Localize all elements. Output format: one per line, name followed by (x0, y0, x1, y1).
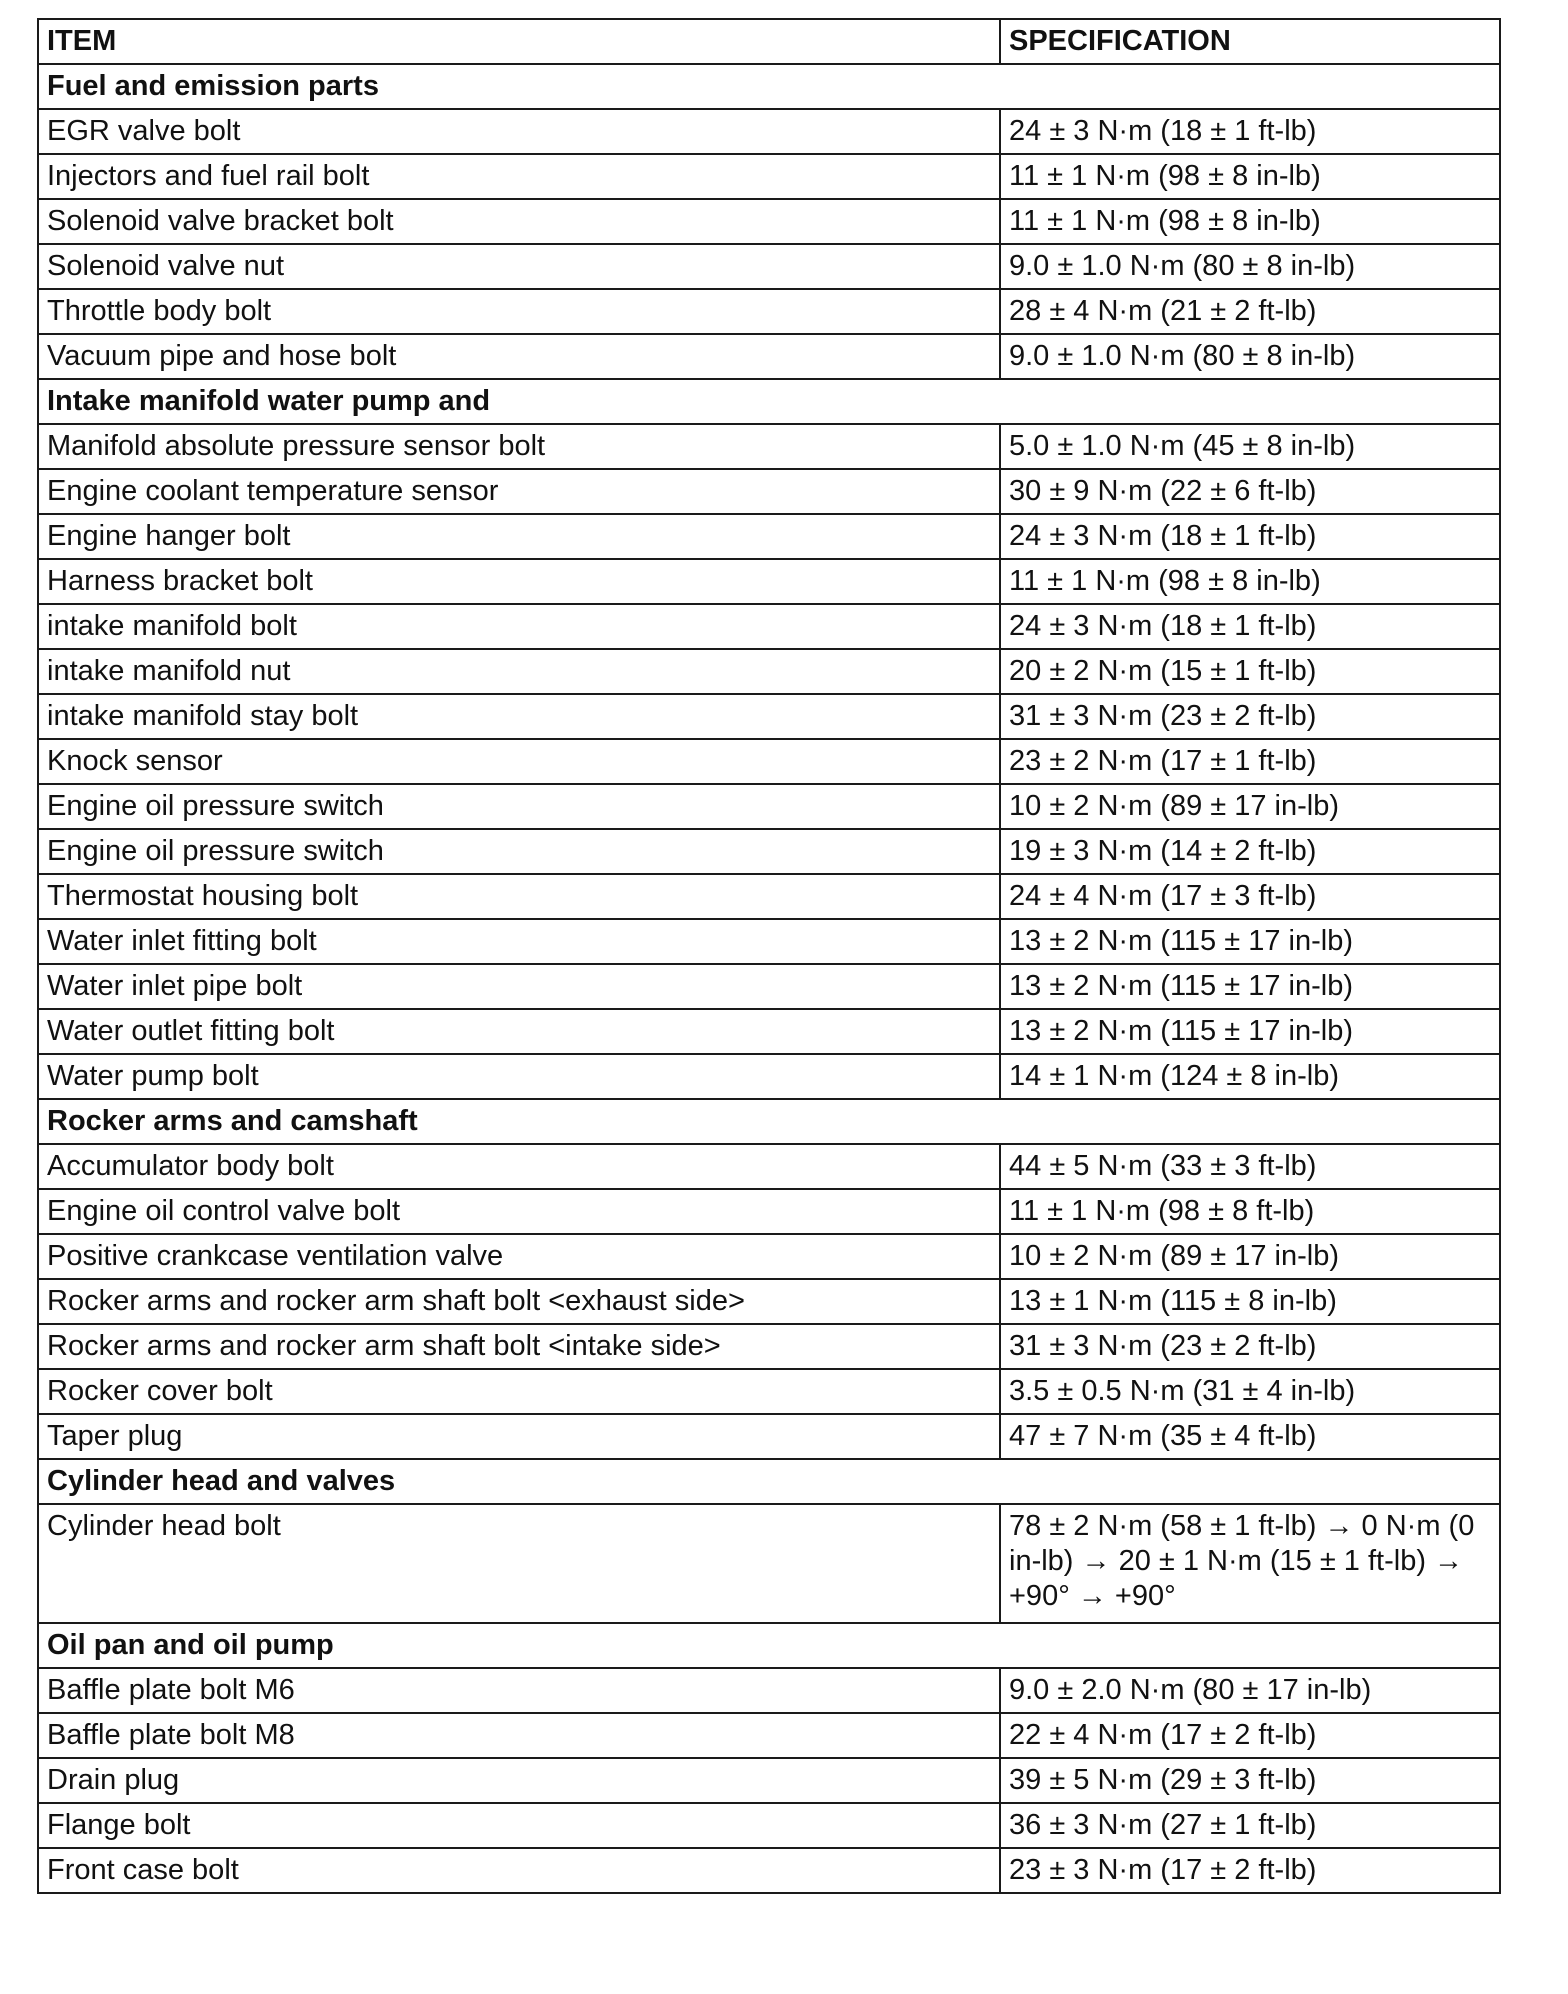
specification-cell: 36 ± 3 N·m (27 ± 1 ft-lb) (1000, 1803, 1500, 1848)
column-header-specification: SPECIFICATION (1000, 19, 1500, 64)
table-row (38, 514, 1500, 559)
item-cell: Water outlet fitting bolt (38, 1009, 1000, 1054)
table-row (38, 1369, 1500, 1414)
specification-cell: 24 ± 3 N·m (18 ± 1 ft-lb) (1000, 514, 1500, 559)
item-cell: Manifold absolute pressure sensor bolt (38, 424, 1000, 469)
table-row (38, 424, 1500, 469)
item-cell: Injectors and fuel rail bolt (38, 154, 1000, 199)
table-row (38, 334, 1500, 379)
specification-cell: 13 ± 2 N·m (115 ± 17 in-lb) (1000, 919, 1500, 964)
table-row (38, 1758, 1500, 1803)
item-cell: intake manifold bolt (38, 604, 1000, 649)
table-row (38, 1189, 1500, 1234)
table-row (38, 1803, 1500, 1848)
item-cell: Engine oil pressure switch (38, 829, 1000, 874)
table-row (38, 469, 1500, 514)
item-cell: Solenoid valve bracket bolt (38, 199, 1000, 244)
item-cell: Flange bolt (38, 1803, 1000, 1848)
specification-cell: 23 ± 3 N·m (17 ± 2 ft-lb) (1000, 1848, 1500, 1893)
specification-cell: 11 ± 1 N·m (98 ± 8 in-lb) (1000, 199, 1500, 244)
specification-cell: 31 ± 3 N·m (23 ± 2 ft-lb) (1000, 694, 1500, 739)
specification-cell: 11 ± 1 N·m (98 ± 8 in-lb) (1000, 559, 1500, 604)
section-row (38, 1099, 1500, 1144)
section-heading: Intake manifold water pump and (38, 379, 1500, 424)
section-heading: Rocker arms and camshaft (38, 1099, 1500, 1144)
table-row (38, 1279, 1500, 1324)
table-row (38, 1324, 1500, 1369)
section-row (38, 1459, 1500, 1504)
section-heading: Fuel and emission parts (38, 64, 1500, 109)
item-cell: Vacuum pipe and hose bolt (38, 334, 1000, 379)
item-cell: Taper plug (38, 1414, 1000, 1459)
item-cell: Rocker arms and rocker arm shaft bolt <intake side> (38, 1324, 1000, 1369)
specification-cell: 9.0 ± 2.0 N·m (80 ± 17 in-lb) (1000, 1668, 1500, 1713)
item-cell: Baffle plate bolt M6 (38, 1668, 1000, 1713)
item-cell: intake manifold stay bolt (38, 694, 1000, 739)
table-row (38, 1668, 1500, 1713)
specification-cell: 13 ± 2 N·m (115 ± 17 in-lb) (1000, 964, 1500, 1009)
item-cell: Baffle plate bolt M8 (38, 1713, 1000, 1758)
column-header-item: ITEM (38, 19, 1000, 64)
item-cell: Engine oil pressure switch (38, 784, 1000, 829)
table-row (38, 604, 1500, 649)
table-row (38, 649, 1500, 694)
specification-cell: 19 ± 3 N·m (14 ± 2 ft-lb) (1000, 829, 1500, 874)
table-row (38, 109, 1500, 154)
item-cell: Water pump bolt (38, 1054, 1000, 1099)
table-row (38, 199, 1500, 244)
item-cell: Engine hanger bolt (38, 514, 1000, 559)
specification-cell: 39 ± 5 N·m (29 ± 3 ft-lb) (1000, 1758, 1500, 1803)
specification-cell: 24 ± 4 N·m (17 ± 3 ft-lb) (1000, 874, 1500, 919)
specification-cell: 11 ± 1 N·m (98 ± 8 in-lb) (1000, 154, 1500, 199)
section-heading: Oil pan and oil pump (38, 1623, 1500, 1668)
item-cell: Rocker arms and rocker arm shaft bolt <exhaust side> (38, 1279, 1000, 1324)
specification-cell: 3.5 ± 0.5 N·m (31 ± 4 in-lb) (1000, 1369, 1500, 1414)
item-cell: Front case bolt (38, 1848, 1000, 1893)
specification-cell: 13 ± 2 N·m (115 ± 17 in-lb) (1000, 1009, 1500, 1054)
table-row (38, 1848, 1500, 1893)
item-cell: Knock sensor (38, 739, 1000, 784)
item-cell: EGR valve bolt (38, 109, 1000, 154)
item-cell: Drain plug (38, 1758, 1000, 1803)
table-row (38, 874, 1500, 919)
table-row (38, 784, 1500, 829)
specification-cell: 11 ± 1 N·m (98 ± 8 ft-lb) (1000, 1189, 1500, 1234)
table-row (38, 289, 1500, 334)
item-cell: Engine coolant temperature sensor (38, 469, 1000, 514)
table-row (38, 1144, 1500, 1189)
table-row (38, 244, 1500, 289)
specification-cell: 9.0 ± 1.0 N·m (80 ± 8 in-lb) (1000, 244, 1500, 289)
table-row (38, 1414, 1500, 1459)
specification-cell: 23 ± 2 N·m (17 ± 1 ft-lb) (1000, 739, 1500, 784)
item-cell: Engine oil control valve bolt (38, 1189, 1000, 1234)
specification-cell: 13 ± 1 N·m (115 ± 8 in-lb) (1000, 1279, 1500, 1324)
section-row (38, 1623, 1500, 1668)
specification-cell: 9.0 ± 1.0 N·m (80 ± 8 in-lb) (1000, 334, 1500, 379)
table-row (38, 559, 1500, 604)
item-cell: Thermostat housing bolt (38, 874, 1000, 919)
table-row (38, 1504, 1500, 1623)
specification-cell: 78 ± 2 N·m (58 ± 1 ft-lb) → 0 N·m (0 in-lb) → 20 ± 1 N·m (15 ± 1 ft-lb) → +90° → +90° (1000, 1504, 1500, 1623)
item-cell: Rocker cover bolt (38, 1369, 1000, 1414)
specification-cell: 10 ± 2 N·m (89 ± 17 in-lb) (1000, 1234, 1500, 1279)
specification-cell: 28 ± 4 N·m (21 ± 2 ft-lb) (1000, 289, 1500, 334)
table-row (38, 739, 1500, 784)
specification-cell: 24 ± 3 N·m (18 ± 1 ft-lb) (1000, 109, 1500, 154)
specification-cell: 22 ± 4 N·m (17 ± 2 ft-lb) (1000, 1713, 1500, 1758)
table-row (38, 964, 1500, 1009)
table-row (38, 1234, 1500, 1279)
item-cell: Positive crankcase ventilation valve (38, 1234, 1000, 1279)
table-row (38, 1009, 1500, 1054)
item-cell: Solenoid valve nut (38, 244, 1000, 289)
specification-cell: 10 ± 2 N·m (89 ± 17 in-lb) (1000, 784, 1500, 829)
section-row (38, 379, 1500, 424)
torque-spec-table (37, 18, 1501, 1894)
specification-cell: 44 ± 5 N·m (33 ± 3 ft-lb) (1000, 1144, 1500, 1189)
section-heading: Cylinder head and valves (38, 1459, 1500, 1504)
section-row (38, 64, 1500, 109)
specification-cell: 31 ± 3 N·m (23 ± 2 ft-lb) (1000, 1324, 1500, 1369)
table-row (38, 154, 1500, 199)
specification-cell: 5.0 ± 1.0 N·m (45 ± 8 in-lb) (1000, 424, 1500, 469)
specification-cell: 14 ± 1 N·m (124 ± 8 in-lb) (1000, 1054, 1500, 1099)
table-row (38, 1713, 1500, 1758)
table-body (38, 64, 1500, 1893)
specification-cell: 30 ± 9 N·m (22 ± 6 ft-lb) (1000, 469, 1500, 514)
table-row (38, 1054, 1500, 1099)
specification-cell: 47 ± 7 N·m (35 ± 4 ft-lb) (1000, 1414, 1500, 1459)
item-cell: Water inlet fitting bolt (38, 919, 1000, 964)
item-cell: Harness bracket bolt (38, 559, 1000, 604)
table-row (38, 694, 1500, 739)
table-row (38, 919, 1500, 964)
specification-cell: 20 ± 2 N·m (15 ± 1 ft-lb) (1000, 649, 1500, 694)
item-cell: Water inlet pipe bolt (38, 964, 1000, 1009)
item-cell: Cylinder head bolt (38, 1504, 1000, 1623)
item-cell: Throttle body bolt (38, 289, 1000, 334)
table-row (38, 829, 1500, 874)
item-cell: Accumulator body bolt (38, 1144, 1000, 1189)
item-cell: intake manifold nut (38, 649, 1000, 694)
specification-cell: 24 ± 3 N·m (18 ± 1 ft-lb) (1000, 604, 1500, 649)
table-header-row (38, 19, 1500, 64)
